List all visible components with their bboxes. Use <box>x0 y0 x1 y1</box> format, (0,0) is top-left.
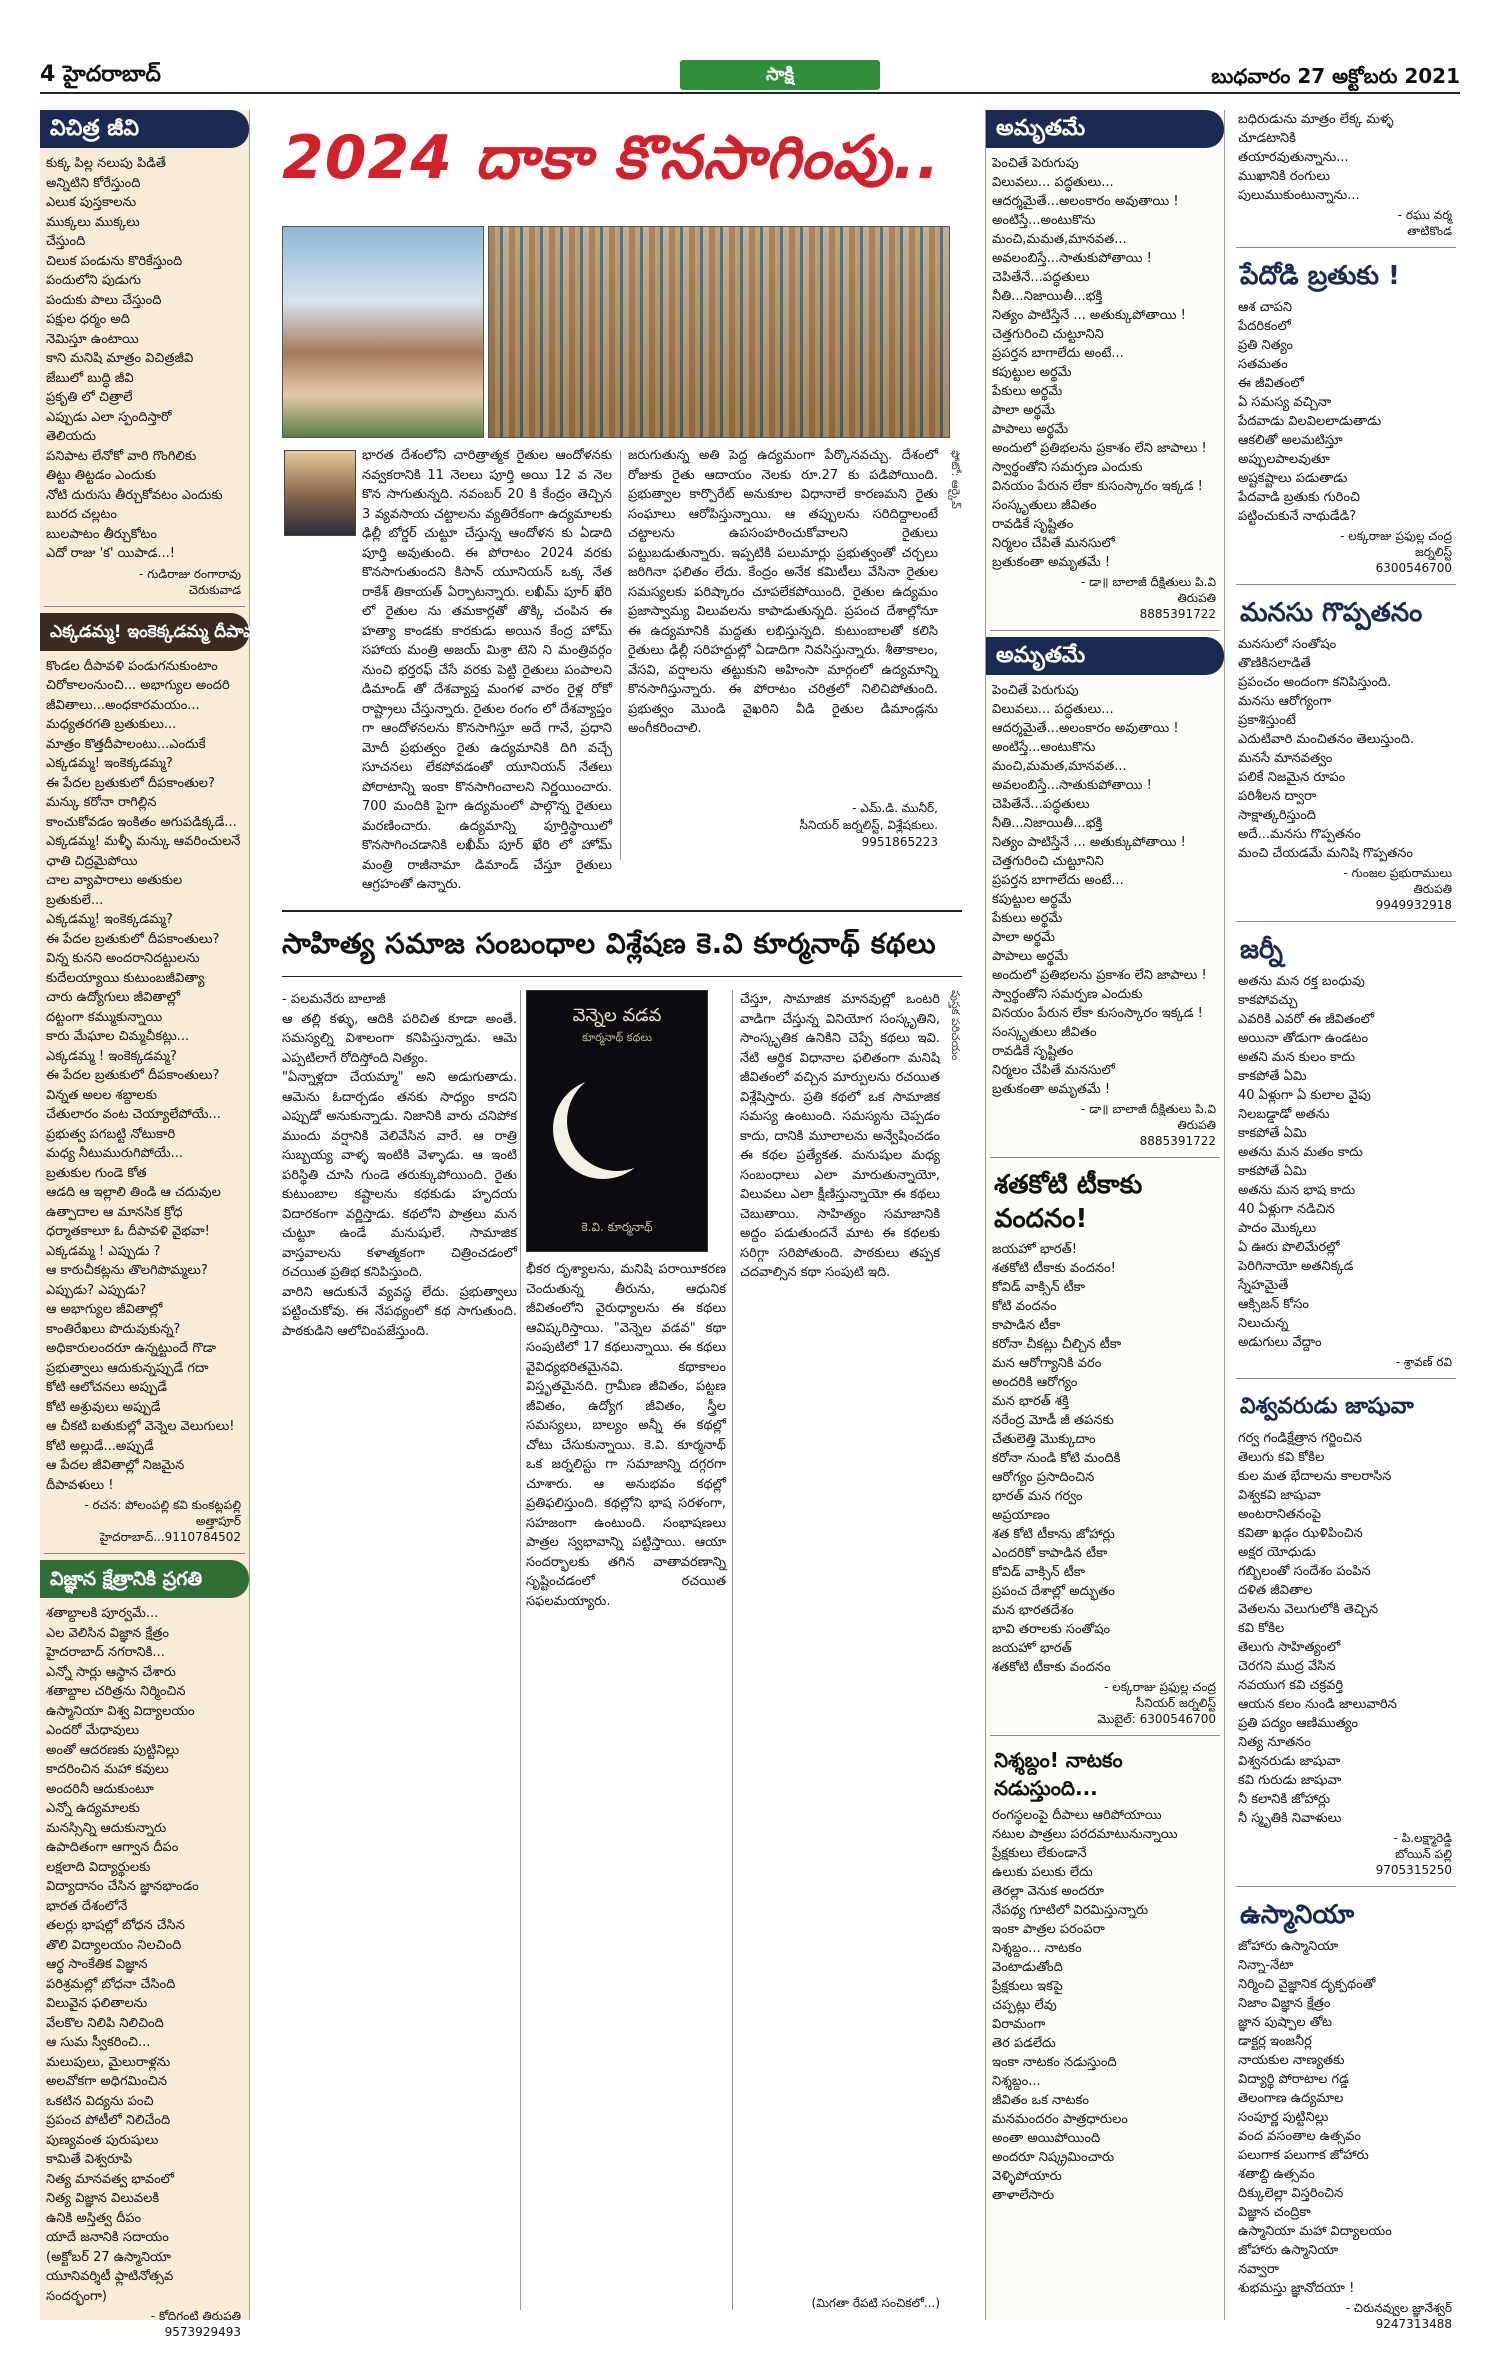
middle-column <box>262 110 977 2320</box>
right-middle-column <box>985 110 1225 2320</box>
continued-note: (మిగతా రేపటి సంచికలో...) <box>811 2296 940 2310</box>
crescent-moon-icon <box>567 1071 667 1171</box>
section-title-amrutame-2: అమృతమే <box>986 637 1224 675</box>
section-title-manasu: మనసు గొప్పతనం <box>1240 598 1423 628</box>
poem-signature: - శ్రావణ్ రవి <box>1395 1355 1452 1369</box>
section-title-osmania: ఉస్మానియా <box>1240 1900 1355 1930</box>
poem-signature: - లక్కరాజు ప్రఫుల్ల చంద్ర జర్నలిస్ట్ 6300546700 <box>1340 529 1452 575</box>
author-title: సీనియర్ జర్నలిస్ట్, విశ్లేషకులు. <box>799 818 938 832</box>
page-header <box>40 60 1460 94</box>
divider <box>44 1553 245 1554</box>
divider <box>990 1735 1220 1736</box>
poem-signature: - కోదిగంటి తిరుపతి 9573929493 <box>150 2309 241 2339</box>
column-rule <box>620 450 621 860</box>
review-col1: - పలమనేరు బాలాజీ ఆ తల్లి కళ్ళు, ఆదికి పరిచిత కూడా అంతే. సమస్యల్ని విశాలంగా కనిపిస్తున్నాడు. ఆమె ఎప్పటిలాగే రోదిస్తోంది నిత్యం. "ఏన్నాళ్లదా చేయమ్మా" అని అడుగుతాడు. ఆమెను ఓదార్చడం తనకు సాధ్యం కాదని ఎప్పుడో అనుకున్నాడు. నిజానికి వారు చనిపోక ముందు వర్షానికి వెలివేసిన వారే. ఆ రాత్రి సుబ్బయ్య వాళ్ళ ఇంటికి వెళ్ళాడు. ఆ ఇంటి పరిస్థితి చూసి గుండె తరుక్కుపోయింది. రైతు కుటుంబాల కష్టాలను కథకుడు హృదయ విదారకంగా వర్ణిస్తాడు. కథలోని పాత్రలు మన చుట్టూ ఉండే మనుషులే. సామాజిక వాస్తవాలను కళాత్మకంగా చిత్రించడంలో రచయిత ప్రతిభ కనిపిస్తుంది. వారిని ఆదుకునే వ్యవస్థ లేదు. ప్రభుత్వాలు పట్టించుకోవు. ఈ నేపథ్యంలో కథ సాగుతుంది. పాఠకుడిని ఆలోచింపజేస్తుంది. <box>282 992 517 1339</box>
page-number-city: 4 హైదరాబాద్ <box>40 62 161 87</box>
column-rule <box>520 990 521 2310</box>
review-col2: భీకర దృశ్యాలను, మనిషి పరాయీకరణ చెందుతున్న తీరును, ఆధునిక జీవితంలోని వైరుధ్యాలను ఈ కథలు ఆవిష్కరిస్తాయి. "వెన్నెల వడవ" కథా సంపుటిలో 17 కథలున్నాయి. ఈ కథలు వైవిధ్యభరితమైనవి. కథాకాలం విస్తృతమైనది. గ్రామీణ జీవితం, పట్టణ జీవితం, ఉద్యోగ జీవితం, స్త్రీల సమస్యలు, బాల్యం అన్నీ ఈ కథల్లో చోటు చేసుకున్నాయి. కె.వి. కూర్మనాథ్ ఒక జర్నలిస్టు గా సమాజాన్ని దగ్గరగా చూశారు. ఆ అనుభవం కథల్లో ప్రతిఫలిస్తుంది. కథల్లోని భాష సరళంగా, సహజంగా ఉంటుంది. సంభాషణలు పాత్రల స్వభావాన్ని పట్టిస్తాయి. ఆయా సందర్భాలకు తగిన వాతావరణాన్ని సృష్టించడంలో రచయిత సఫలమయ్యారు. <box>526 1262 726 1609</box>
section-title-jashuva: విశ్వవరుడు జాషువా <box>1240 1394 1414 1419</box>
section-title-shatakoti: శతకోటి టీకాకు వందనం! <box>994 1170 1143 1234</box>
right-column <box>1232 110 1460 2331</box>
divider <box>44 606 245 607</box>
divider <box>1236 1378 1456 1379</box>
section-title-nishabdam: నిశ్శబ్దం! నాటకం నడుస్తుంది... <box>994 1748 1123 1800</box>
poem-nishabdam: రంగస్థలంపై దీపాలు ఆరిపోయాయి నటుల పాత్రలు పరదమాటునున్నాయి ప్రేక్షకులు లేకుండానే ఉలుకు పలుకు లేదు తెరల్లా వెనుక అందరూ నేపథ్య గూటిలో విరమిస్తున్నారు ఇంకా పాత్రల పరంపరా నిశ్శబ్దం... నాటకం వెంటాడుతోంది ప్రేక్షకులు ఇకపై చప్పట్లు లేవు విరామంగా తెర పడలేదు ఇంకా నాటకం నడుస్తుంది నిశ్శబ్దం... జీవితం ఒక నాటకం మనమందరం పాత్రధారులం అంతా అయిపోయింది అందరూ నిష్క్రమించారు వెళ్ళిపోయారు తాళాలేసారు <box>992 1808 1178 2203</box>
book-subtitle: కూర్మనాథ్ కథలు <box>582 1031 652 1044</box>
poem-manasu: మనసులో సంతోషం తొణికిసలాడితే ప్రపంచం అందంగా కనిపిస్తుంది. మనసు ఆరోగ్యంగా ప్రకాశిస్తుంటే ఎదుటివారి మంచితనం తెలుస్తుంది. మనసే మానవత్వం పలికే నిజమైన రూపం పరిశీలన ద్వారా సాక్షాత్కరిస్తుంది అదే...మనసు గొప్పతనం మంచి చేయడమే మనిషి గొప్పతనం <box>1238 637 1415 861</box>
poem-signature: - పి.లక్ష్మారెడ్డి బోయిన్ పల్లి 9705315250 <box>1375 1831 1452 1877</box>
left-column <box>40 110 290 2339</box>
poem-signature: - రచన: పోలంపల్లి కవి కుంకట్లపల్లి అత్తాపూర్ హైదరాబాద్...9110784502 <box>84 1498 241 1544</box>
divider <box>1236 247 1456 248</box>
poem-amrutame-1: పెంచితే పెరుగుపు విలువలు... పద్ధతులు... ఆదర్శమైతే...అలంకారం అవుతాయి ! అంటిస్తే...అంటుకొను మంచి,మమత,మానవత... అవలంబిస్తే...సాతుకుపోతాయి ! చెపితేనే...పద్ధతులు నీతి...నిజాయితీ...భక్తి నిత్యం పాటిస్తేనే ... అతుక్కుపోతాయి ! చెత్తగురించి చుట్టూనిని ప్రపర్తన బాగాలేదు అంటే... కపుట్టుల అర్థమే పేకులు అర్థమే పాలా అర్థమే పాపాలు అర్థమే అందులో ప్రతిభలను ప్రకాశం లేని జాపాలు ! స్వార్థంతోని సమర్పణ ఎందుకు వినయం పేరున లేకా కుసంస్కారం ఇక్కడ ! సంస్కృతులు జీవితం రావడికే సృష్టితం నిర్మలం చేపితే మనసులో బ్రతుకంతా అమృతమే ! <box>992 156 1207 570</box>
divider <box>990 630 1220 631</box>
book-cover-image <box>526 990 708 1252</box>
poem-signature: - గుడిరాజు రంగారావు చెరుకువాడ <box>139 566 241 597</box>
poem-jashuva: గర్వ గండిక్షేత్రాన గర్జించిన తెలుగు కవి కోకిల కుల మత భేదాలను కాలరాసిన విశ్వకవి జాషువా అంటరానితనంపై కవితా ఖడ్గం ఝళిపించిన అక్షర యోధుడు గబ్బిలంతో సందేశం పంపిన దళిత జీవితాల వెతలను వెలుగులోకి తెచ్చిన కవి కోకిల తెలుగు సాహిత్యంలో చెరగని ముద్ర వేసిన నవయుగ కవి చక్రవర్తి ఆయన కలం నుండి జాలువారిన ప్రతి పద్యం ఆణిముత్యం నిత్య నూతనం విశ్వనరుడు జాషువా కవి గురుడు జాషువా నీ కలానికి జోహార్లు నీ స్మృతికి నివాళులు <box>1238 1431 1397 1826</box>
article-farmers-col1: భారత దేశంలోని చారిత్రాత్మక రైతుల ఆందోళనకు నవ్వకరానికి 11 నెలలు పూర్తి అయి 12 వ నెల కొన సాగుతున్నది. నవంబర్ 20 కి కేంద్రం తెచ్చిన 3 వ్యవసాయ చట్టాలను వ్యతిరేకంగా ఉద్యమాలకు ఢిల్లీ బోర్డర్ చుట్టూ చేస్తున్న ఆందోళన కు ఏడాది పూర్తి అవుతుంది. ఈ పోరాటం 2024 వరకు కొనసాగుతుందని కిసాన్ యూనియన్ ఒక్క నేత రాకేశ్ తికాయత్ ఏర్పాటన్నారు. లఖీమ్ పూర్ ఖేరి లో రైతుల ను తమకార్లతో తొక్కి చంపిన ఈ హత్యా కాండకు కారకుడు అయిన కేంద్ర హోమ్ సహాయ మంత్రి అజయ్ మిశ్రా టెని ని మంత్రివర్గం నుంచి భర్తరఫ్ చేసే వరకు పెట్టి రైతులు పంపాలని డిమాండ్ తో దేశవ్యాప్త మంగళ వారం రైళ్ల రోకో రాష్ట్రాలు చేస్తున్నారు. రైతుల రంగం లో దేశవ్యాప్తం గా ఆందోళనలను కొనసాగిస్తూ అదే గానే, ప్రధాని మోదీ ప్రభుత్వం రైతు ఉద్యమానికి దిగి వచ్చే సూచనలు లేకపోవడంతో యూనియన్ నేతలు పోరాటాన్ని ఇంకా కొనసాగించాలని నిర్ణయించారు. 700 మందికి పైగా ఉద్యమంలో పాల్గొన్న రైతులు మరణించారు. ఉద్యమాన్ని పూర్తిస్థాయిలో కొనసాగించడానికి లఖీమ్ పూర్ ఖేరి లో హోమ్ మంత్రి రాజీనామా డిమాండ్ చేస్తూ రైతులు ఆగ్రహంతో ఉన్నారు. <box>362 448 612 892</box>
book-author: కె.వి. కూర్మనాథ్ <box>581 1220 653 1234</box>
section-title-pedodi: పేదోడి బ్రతుకు ! <box>1240 261 1400 291</box>
review-headline: సాహిత్య సమాజ సంబంధాల విశ్లేషణ కె.వి కూర్మనాథ్ కథలు <box>282 910 962 977</box>
poem-continued: బధిరుడును మాత్రం లేక్క మళ్ళ చూడటానికి తయారవుతున్నాను... ముఖానికి రంగులు పులుముకుంటున్నాను... <box>1238 112 1394 203</box>
masthead-logo: సాక్షి <box>680 60 880 90</box>
farmers-crowd-photo <box>488 226 950 438</box>
poem-shatakoti: జయహో భారత్! శతకోటి టీకాకు వందనం! కోవిడ్ వాక్సిన్ టీకా కోటి వందనం కాపాడిన టీకా కరోనా చీకట్లు చీల్చిన టీకా మన ఆరోగ్యానికి వరం అందరికి ఆరోగ్యం మన భారత్ శక్తి నరేంద్ర మోడీ జీ తపనకు చేతులెత్తి మొక్కుదాం కరోనా నుండి కోటి మందికి ఆరోగ్యం ప్రసాదించిన భారత్ మన గర్వం అప్రయాణం శత కోటి టీకాను జోహార్లు ఎందరికో కాపాడిన టీకా కోవిడ్ వాక్సిన్ టీకా ప్రపంచ దేశాల్లో అద్భుతం మన భారతదేశం భావి తరాలకు సంతోషం జయహో భారత్ శతకోటి టీకాకు వందనం <box>992 1242 1122 1675</box>
poem-signature: - చిరునవ్వుల జ్ఞానేశ్వర్ 9247313488 <box>1345 2301 1452 2331</box>
section-title-deepavali: ఎక్కడమ్మ! ఇంకెక్కడమ్మ దీపావళి..? <box>40 613 249 651</box>
section-title-vichitra-jeevi: విచిత్ర జీవి <box>40 110 249 148</box>
poem-signature: - లక్కరాజు ప్రఫుల్ల చంద్ర సీనియర్ జర్నలిస్ట్ మొబైల్: 6300546700 <box>1097 1680 1216 1726</box>
poem-signature: - రఘు వర్మ తాటికొండ <box>1397 208 1452 238</box>
section-title-journey: జర్నీ <box>1240 935 1283 965</box>
author-phone: 9951865223 <box>861 835 938 849</box>
book-title: వెన్నెల వడవ <box>572 1005 662 1026</box>
photo-credit-label: ఫోటో: ఆర్కైవ్ <box>949 450 962 509</box>
section-title-vignana: విజ్ఞాన క్షేత్రానికి ప్రగతి <box>40 1560 249 1598</box>
column-rule <box>732 990 733 2310</box>
article-farmers-col2: జరుగుతున్న అతి పెద్ద ఉద్యమంగా పేర్కొనవచ్చు. దేశంలో రోజుకు రైతు ఆదాయం నెలకు రూ.27 కు పడిపోయింది. ప్రభుత్వాల కార్పొరేట్ అనుకూల విధానాలే కారణమని రైతు సంఘాలు ఆరోపిస్తున్నాయి. ఆ తప్పులను సరిదిద్దాలంటే చట్టాలను ఉపసంహరించుకోవాలని రైతులు పట్టుబడుతున్నారు. ఇప్పటికి పలుమార్లు ప్రభుత్వంతో చర్చలు జరిగినా ఫలితం లేదు. కేంద్రం అనేక కమిటీలు వేసినా రైతుల సమస్యలకు పరిష్కారం చూపలేకపోయింది. రైతుల ఉద్యమం ప్రజాస్వామ్య విలువలను కాపాడుతున్నది. ప్రపంచ దేశాల్లోనూ ఈ ఉద్యమానికి మద్దతు లభిస్తున్నది. కుటుంబాలతో కలిసి రైతులు ఢిల్లీ సరిహద్దుల్లో ఏడాదిగా నివసిస్తున్నారు. శీతాకాలం, వేసవి, వర్షాలను తట్టుకుని అహింసా మార్గంలో ఉద్యమాన్ని కొనసాగిస్తున్నారు. ఈ పోరాటం చరిత్రలో నిలిచిపోతుంది. ప్రభుత్వం మొండి వైఖరిని వీడి రైతుల డిమాండ్లను అంగీకరించాలి. <box>628 448 938 736</box>
divider <box>990 1157 1220 1158</box>
divider <box>1236 584 1456 585</box>
divider <box>1236 1886 1456 1887</box>
poem-vignana: శతాబ్దాలకి పూర్వమే... ఎల వెలిసిన విజ్ఞాన క్షేత్రం హైదరాబాద్ నగరానికి... ఎన్నో సార్లు ఆస్థాన చేశారు శతాబ్దాల చరిత్రను నిర్మించిన ఉస్మానియా విశ్వ విద్యాలయం ఎందరో మేధావులు అంతో ఆదరణకు పుట్టినిల్లు కాదరించిన మహా కవులు అందరినీ ఆదుకుంటూ ఎన్నో ఉద్యమాలకు మనస్సిన్ని ఆదుకున్నారు ఉపాదితంగా ఆగ్వాన దీపం లక్షలాది విద్యార్థులకు విద్యాదానం చేసిన జ్ఞానభాండం భారత దేశంలోనే తలర్లు భాషల్లో బోధన చేసిన తొలి విద్యాలయం నిలచింది ఆర్థ సాంకేతిక విజ్ఞాన పరిశ్రమల్లో బోధనా చేసింది విలువైన ఫలితాలను వేలకొల నిలిపి నిలిచింది ఆ సుమ స్వీకరించి... మలుపులు, మైలురాళ్లను అలవోకగా అధిగమించిన ఒకటిన విద్యను పంచి ప్రపంచ పోటీలో నిలిచేంది పుణ్యవంత పురుషులు కామితే విశ్వరూపి నిత్య మానవత్వ భావంలో నిత్య విజ్ఞాన విలువలకి ఉనికి అస్తిత్వ దీపం యాదే జనానికి సదాయం (అక్టోబర్ 27 ఉస్మానియా యూనివర్శిటీ ఫ్లాటినోత్సవ సందర్భంగా) <box>46 1606 199 2304</box>
review-side-label: పుస్తక పరిచయం <box>949 990 962 1061</box>
poem-vichitra-jeevi: కుక్క పిల్ల నలుపు పిడితే అన్నిటిని కోరేస్తుంది ఎలుక పుస్తకాలను ముక్కలు ముక్కలు చేస్తుంది చిలుక పండును కొరికేస్తుంది పందులోని పుడుగు పందుకు పాలు చేస్తుంది పక్షుల ధర్మం అది నెమిస్తూ ఉంటాయి కాని మనిషి మాత్రం విచిత్రజీవి జేబులో బుద్ధి జీవి ప్రకృతి లో చిత్రాలే ఎప్పుడు ఎలా స్పందిస్తారో తెలియదు పనిపాట లేనోకో వారి గొంగిలికు తిట్టు తిట్టడం ఎందుకు నోటి దురుసు తీర్చుకోవటం ఎందుకు బురద చల్లటం బులపాటం తీర్చుకోటం ఎదో రాజు 'క' యిపాడ...! <box>46 156 223 561</box>
poem-signature: - గుంజల ప్రభురాములు తిరుపతి 9949932918 <box>1343 866 1452 912</box>
poem-osmania: జోహారు ఉస్మానియా నిన్నా-నేటా నిర్మించి వైజ్ఞానిక దృక్పథంతో నిజాం విజ్ఞాన క్షేత్రం జ్ఞాన పుష్పాల తోట డాక్టర్ల ఇంజనీర్ల నాయకుల నాణ్యతకు విద్యార్థి పోరాటాల గడ్డ తెలంగాణ ఉద్యమాల సంపూర్ణ పుట్టినిల్లు వంద వసంతాల ఉత్సవం పలుగాక పలుగాక జోహారు శతాబ్ది ఉత్సవం దిక్కులెల్లా విస్తరించిన విజ్ఞాన చంద్రికా ఉస్మానియా మహా విద్యాలయం జోహారు ఉస్మానియా నవ్వారా శుభమస్తు జ్ఞానోదయా ! <box>1238 1939 1392 2296</box>
author-portrait <box>284 450 356 536</box>
issue-date: బుధవారం 27 అక్టోబరు 2021 <box>1211 64 1460 88</box>
section-title-amrutame-1: అమృతమే <box>986 110 1224 148</box>
poem-deepavali: కొండల దీపావళి పండుగనుకుంటాం చిరోకాలంనుంచి... అభాగ్యుల అందరి జీవితాలు...అంధకారమయం... మధ్యతరగతి బ్రతుకులు... మాత్రం కొత్తదీపాలంటు...ఎందుకే ఎక్కడమ్మ! ఇంకెక్కడమ్మ? ఈ పేదల బ్రతుకులో దీపకాంతుల? మన్కు కరోనా రాగిల్లిన కాంచుకోవడం ఇంకితం అగుపడిక్కడే... ఎక్కడమ్మ! మళ్ళీ మన్కు ఆవరించులనే ఛాతి చిద్రమైపోయి చాల వ్యాపారాలు అతుకుల బ్రతుకులే... ఎక్కడమ్మ! ఇంకెక్కడమ్మ? ఈ పేదల బ్రతుకులో దీపకాంతులు? విన్న కునని అందరానిదట్టులను కుదేలయ్యాయి కుటుంబజీవిత్యా చారు ఉద్యోగులు జీవితాల్లో దట్టంగా కమ్ముకున్నాయి కారు మేఘాల చిమ్మచీకట్లు... ఎక్కడమ్మ ! ఇంకెక్కడమ్మ? ఈ పేదల బ్రతుకులో దీపకాంతులు? విన్నత అలల శబ్దాలకు చేతులారం వంట చెయ్యాలేపోయే... ప్రభుత్వ పగబట్టి నోటుకారి మధ్య నీటుమురుగిపోయే... బ్రతుకుల గుండె కోత ఆడది ఆ ఇల్లాలి తిండి ఆ చదువుల ఉత్పాదాల ఆ మానసిక క్రోధ ధర్మాతకాలూ ఓ దీపావళి వైభవా! ఎక్కడమ్మ ! ఎప్పుడు ? ఆ కారుచీకట్లను తొలగిపొమ్మలు? ఎప్పుడు? ఎప్పుడు? ఆ అభాగ్యుల జీవితాల్లో కాంతిరేఖలు పొదువుకున్న? అధికారులందరూ ఉన్నట్టుందే గొడా ప్రభుత్వాలు ఆదుకున్నప్పుడే గదా కోటి ఆలోచనలు అప్పుడే కోటి అశ్రువులు అప్పుడే ఆ చీకటి బతుకుల్లో వెన్నెల వెలుగులు! కోటి అల్లుడే...అప్పుడే ఆ పేదల జీవితాల్లో నిజమైన దీపావళులు ! <box>46 658 241 1493</box>
divider <box>1236 921 1456 922</box>
poem-journey: అతను మన రక్త బంధువు కాకపోవచ్చు ఎవరికి ఎవరో ఈ జీవితంలో అయినా తోడుగా ఉండటం అతని మన కులం కాదు కాకపోతే ఏమి 40 ఏళ్లుగా ఏ కులాల వైపు నిలబడ్డాడో అతను కాకపోతే ఏమి అతను మన మతం కాదు కాకపోతే ఏమి అతను మన భాష కాదు 40 ఏళ్లుగా నడిచిన పాదం మొక్కలు ఏ ఊరు పొలిమేరల్లో పెరిగినాయో అతనిక్కడ స్నేహమైతే ఆక్సిజన్ కోసం నిలుచున్న అడుగులు వేద్దాం <box>1238 974 1375 1350</box>
poem-signature: - డా॥ బాలాజీ దీక్షితులు పి.వి తిరుపతి 8885391722 <box>1081 575 1216 621</box>
poem-pedodi: ఆశ చాపని పేదరికంలో ప్రతి నిత్యం సతమతం ఈ జీవితంలో ఏ సమస్య వచ్చినా పేదవాడు విలవిలలాడుతాడు ఆకలితో అలమటిస్తూ అప్పులపాలవుతూ అష్టకష్టాలు పడుతాడు పేదవాడి బ్రతుకు గురించి పట్టించుకునే నాథుడేడి? <box>1238 300 1382 524</box>
poem-amrutame-2: పెంచితే పెరుగుపు విలువలు... పద్ధతులు... ఆదర్శమైతే...అలంకారం అవుతాయి ! అంటిస్తే...అంటుకొను మంచి,మమత,మానవత... అవలంబిస్తే...సాతుకుపోతాయి ! చెపితేనే...పద్ధతులు నీతి...నిజాయితీ...భక్తి నిత్యం పాటిస్తేనే ... అతుక్కుపోతాయి ! చెత్తగురించి చుట్టూనిని ప్రపర్తన బాగాలేదు అంటే... కపుట్టుల అర్థమే పేకులు అర్థమే పాలా అర్థమే పాపాలు అర్థమే అందులో ప్రతిభలను ప్రకాశం లేని జాపాలు ! స్వార్థంతోని సమర్పణ ఎందుకు వినయం పేరున లేకా కుసంస్కారం ఇక్కడ ! సంస్కృతులు జీవితం రావడికే సృష్టితం నిర్మలం చేపితే మనసులో బ్రతుకంతా అమృతమే ! <box>992 683 1207 1097</box>
review-col3: చేస్తూ, సామాజిక మానవుల్లో ఒంటరి వాడిగా చేస్తున్న వినియోగ సంస్కృతిని, సాంస్కృతిక ఉనికిని చెప్పే కథలు ఇవి. నేటి ఆర్థిక విధానాల ఫలితంగా మనిషి జీవితంలో వచ్చిన మార్పులను రచయిత విశ్లేషిస్తారు. ప్రతి కథలో ఒక సామాజిక సమస్య ఉంటుంది. సమస్యను చెప్పడం కాదు, దానికి మూలాలను అన్వేషించడం ఈ కథల ప్రత్యేకత. మనుషుల మధ్య సంబంధాలు ఎలా మారుతున్నాయో, విలువలు ఎలా క్షీణిస్తున్నాయో ఈ కథలు చెబుతాయి. సాహిత్యం సమాజానికి అద్దం పడుతుందనే మాట ఈ కథలకు సరిగ్గా సరిపోతుంది. పాఠకులు తప్పక చదవాల్సిన కథా సంపుటి ఇది. <box>740 992 940 1280</box>
farmers-leaders-photo <box>282 226 484 438</box>
poem-signature: - డా॥ బాలాజీ దీక్షితులు పి.వి తిరుపతి 8885391722 <box>1081 1102 1216 1148</box>
main-headline: 2024 దాకా కొనసాగింపు.. <box>282 123 941 193</box>
author-name: - ఎమ్.డి. మునీర్, <box>852 801 938 815</box>
article-byline <box>628 800 938 851</box>
